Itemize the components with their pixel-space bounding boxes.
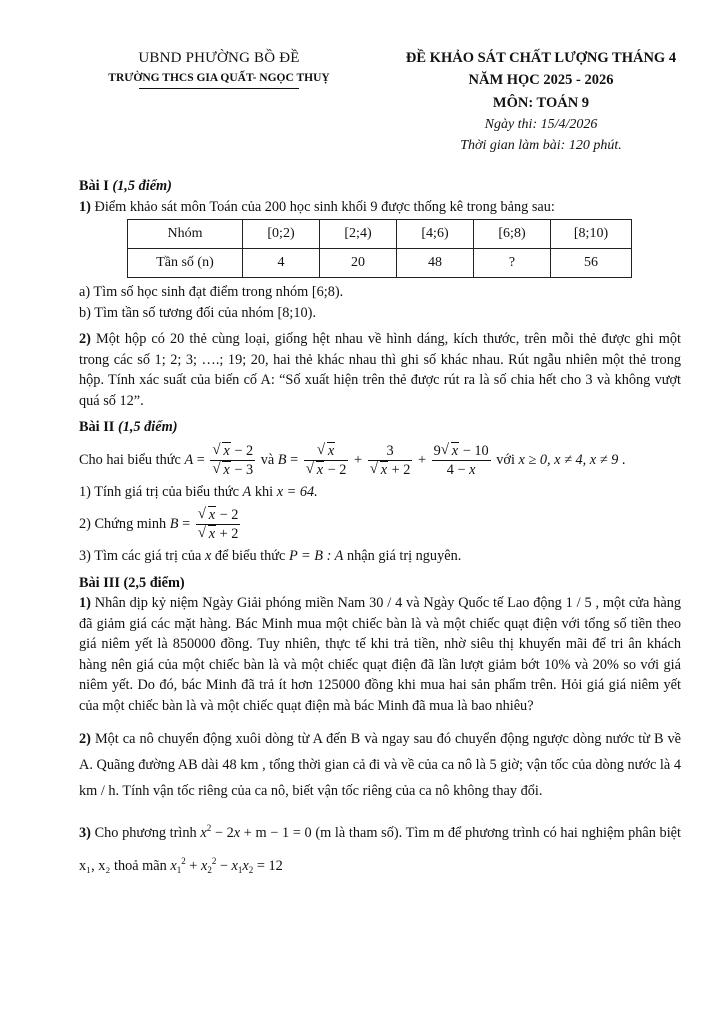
condition-expression: $x_1^2 + x_2^2 - x_1x_2 = 12$ — [170, 856, 283, 875]
section-2-points: (1,5 điểm) — [117, 419, 178, 435]
q-text: Cho phương trình — [94, 825, 197, 841]
section-3-q1 — [79, 593, 681, 716]
and-text: và — [260, 451, 275, 468]
table-cell: 48 — [397, 249, 474, 278]
table-cell: [6;8) — [474, 220, 551, 249]
q-text: Một hộp có 20 thẻ cùng loại, giống hệt nhau về hình dáng, kích thước, trên mỗi thẻ được ghi một trong các số 1; 2; 3; ….; 19; 20, hai thẻ khác nhau thì ghi số khác nhau. Rút ngẫu nhiên một thẻ trong hộp. Tính xác suất của biến cố A: “Số xuất hiện trên thẻ được rút ra là số chia hết cho 3 và không vượt quá số 12”. — [79, 331, 682, 409]
section-1-qa: a) Tìm số học sinh đạt điểm trong nhóm [6;8). — [79, 284, 344, 300]
section-3-q3 — [79, 814, 681, 884]
table-cell: 20 — [320, 249, 397, 278]
subject: MÔN: TOÁN 9 — [492, 95, 590, 111]
q-text: 3) Tìm các giá trị của — [79, 548, 202, 564]
q-number: 1) — [79, 198, 91, 215]
q-number: 2) — [79, 331, 91, 347]
condition-value: 12 — [268, 858, 283, 874]
section-3-points: (2,5 điểm) — [123, 574, 185, 591]
table-cell: Nhóm — [128, 220, 243, 249]
q-value: x = 64. — [276, 483, 318, 500]
q-text: 1) Tính giá trị của biểu thức — [79, 483, 239, 500]
exam-duration: Thời gian làm bài: 120 phút. — [460, 138, 622, 153]
q-text: 2) Chứng minh — [79, 516, 167, 532]
school-year: NĂM HỌC 2025 - 2026 — [468, 72, 614, 88]
q-text: Điểm khảo sát môn Toán của 200 học sinh khối 9 được thống kê trong bảng sau: — [94, 198, 555, 215]
table-cell: 4 — [243, 249, 320, 278]
section-2-q2 — [79, 502, 681, 546]
q-text: khi — [254, 483, 274, 500]
header-left — [78, 50, 360, 89]
q-text: để biểu thức — [214, 548, 286, 564]
condition: x ≥ 0, x ≠ 4, x ≠ 9 — [518, 451, 619, 468]
table-cell: [0;2) — [243, 220, 320, 249]
exam-title: ĐỀ KHẢO SÁT CHẤT LƯỢNG THÁNG 4 — [405, 50, 677, 66]
section-3-q2 — [79, 726, 681, 804]
table-row — [128, 249, 632, 278]
q-text: (m là tham số). Tìm m để phương trình có hai nghiệm phân biệt x₁, x₂ thoả mãn — [79, 825, 681, 874]
section-3-title: Bài III — [79, 574, 120, 591]
q-expression: P = B : A — [288, 548, 344, 564]
section-2-heading — [79, 417, 681, 438]
table-cell: [2;4) — [320, 220, 397, 249]
intro-text: Cho hai biểu thức — [79, 451, 181, 468]
q-text: Một ca nô chuyển động xuôi dòng từ A đến B và ngay sau đó chuyển động ngược dòng nước từ B về A. Quãng đường AB dài 48 km , tổng thời gian cả đi và về của ca nô là 5 giờ; vận tốc của dòng nước là 4 km / h. Tính vận tốc riêng của ca nô, biết vận tốc riêng của ca nô không thay đổi. — [79, 731, 682, 799]
expression-a: A = √ x − 2 √ x − 3 — [184, 441, 254, 478]
exam-date: Ngày thi: 15/4/2026 — [484, 117, 598, 132]
header-right — [382, 50, 700, 154]
table-cell: [8;10) — [551, 220, 632, 249]
section-1-qb: b) Tìm tần số tương đối của nhóm [8;10). — [79, 304, 317, 321]
section-2-q3: 3) Tìm các giá trị của x để biểu thức P = B : A nhận giá trị nguyên. — [79, 548, 462, 564]
expression-b-proof: B = √ x − 2 √ x + 2 — [169, 506, 239, 543]
table-cell: ? — [474, 249, 551, 278]
authority-name: UBND PHƯỜNG BỒ ĐỀ — [138, 50, 300, 66]
exam-content — [79, 176, 681, 884]
q-number: 1) — [79, 595, 91, 611]
expression-b: B = √ x √ x − 2 + 3 √ x + 2 + 9 √ x − 10 4 − x — [277, 441, 489, 478]
section-2-q1: 1) Tính giá trị của biểu thức A khi x = 64. — [79, 483, 318, 500]
q-text: nhận giá trị nguyên. — [346, 548, 462, 564]
section-1-q2 — [79, 329, 681, 411]
with-text: với — [496, 451, 515, 468]
header-underline — [139, 88, 299, 89]
school-name: TRƯỜNG THCS GIA QUẤT- NGỌC THUỴ — [108, 72, 330, 84]
q-number: 3) — [79, 825, 91, 841]
section-1-points: (1,5 điểm) — [112, 178, 172, 194]
frequency-table — [127, 219, 632, 278]
section-1-q1 — [79, 197, 681, 218]
table-cell: Tần số (n) — [128, 249, 243, 278]
q-number: 2) — [79, 731, 91, 747]
equation: $x^2 - 2x + m - 1 = 0$ — [200, 823, 312, 841]
section-2-expressions: Cho hai biểu thức A = √ x − 2 √ x − 3 và B = √ x √ x − 2 + 3 √ x + 2 + 9 √ x − 10 4 − x với x ≥ 0, x ≠ 4, x ≠ 9 . — [79, 441, 626, 478]
section-1-heading — [79, 176, 681, 197]
table-row — [128, 220, 632, 249]
table-cell: [4;6) — [397, 220, 474, 249]
q-text: Nhân dịp kỷ niệm Ngày Giải phóng miền Nam 30 / 4 và Ngày Quốc tế Lao động 1 / 5 , một cửa hàng đã giảm giá các mặt hàng. Bác Minh mua một chiếc bàn là và một chiếc quạt điện với tổng số tiền theo giá niêm yết là 850000 đồng. Tuy nhiên, thực tế khi trả tiền, nhờ siêu thị khuyến mãi để tri ân khách hàng nên giá của một chiếc bàn là và một chiếc quạt điện đã lần lượt giảm bớt 10% và 20% so với giá niêm yết. Do đó, bác Minh đã trả ít hơn 125000 đồng khi mua hai sản phẩm trên. Hỏi giá giá niêm yết của một chiếc bàn là và một chiếc quạt điện mà bác Minh đã mua là bao nhiêu? — [79, 595, 681, 714]
table-cell: 56 — [551, 249, 632, 278]
section-1-title: Bài I — [79, 178, 109, 194]
section-3-heading — [79, 573, 681, 594]
section-2-title: Bài II — [79, 419, 115, 435]
